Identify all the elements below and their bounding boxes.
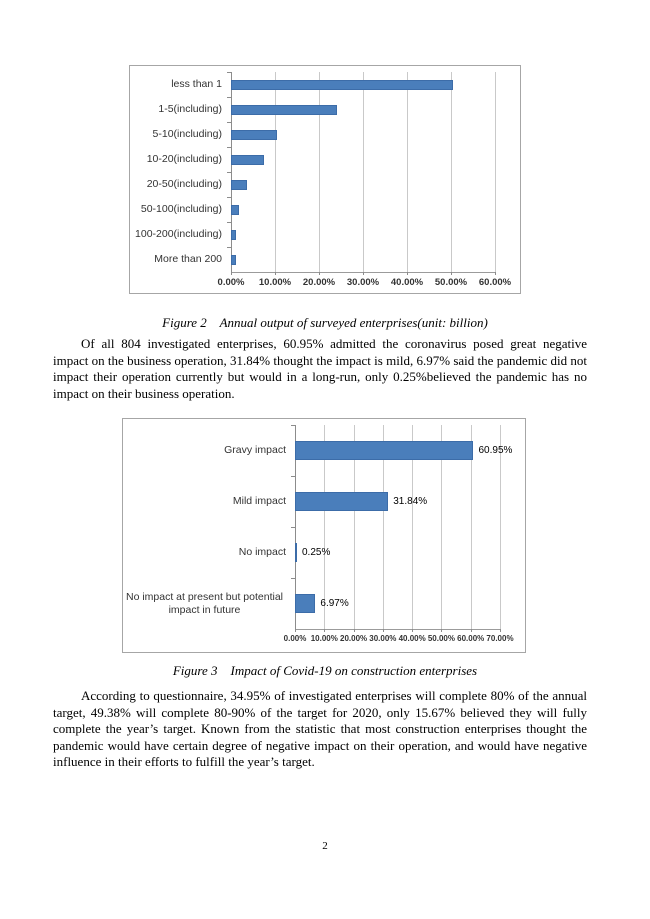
category-label-text: Mild impact <box>232 495 286 508</box>
x-tick-label: 70.00% <box>486 634 514 643</box>
chart-row <box>123 425 525 476</box>
x-tick-label: 50.00% <box>427 634 455 643</box>
bar <box>231 180 247 190</box>
x-tick-label: 40.00% <box>390 277 424 288</box>
axis-tick <box>275 272 276 275</box>
bar <box>231 80 453 90</box>
category-label-text: 50-100(including) <box>140 203 222 216</box>
chart-row <box>123 578 525 629</box>
category-label <box>130 153 231 166</box>
bar <box>295 543 297 562</box>
chart-row <box>130 172 520 197</box>
axis-tick <box>441 629 442 632</box>
figure3-caption: Figure 3 Impact of Covid-19 on construction enterprises <box>172 663 478 678</box>
category-label-text: 1-5(including) <box>158 103 222 116</box>
x-tick-label: 20.00% <box>302 277 336 288</box>
bar <box>295 441 473 460</box>
category-label-text: No impact <box>238 546 286 559</box>
axis-tick <box>295 629 296 632</box>
figure2-bar-chart <box>129 65 521 294</box>
axis-tick <box>412 629 413 632</box>
chart-row <box>130 222 520 247</box>
axis-tick <box>231 272 232 275</box>
category-label-text: 5-10(including) <box>152 128 222 141</box>
category-label-text: Gravy impact <box>224 444 286 457</box>
category-label <box>123 591 295 616</box>
bar-track <box>295 425 513 476</box>
chart-row <box>130 147 520 172</box>
figure2-plot-rows <box>130 72 520 272</box>
category-label-text: 20-50(including) <box>146 178 222 191</box>
bar-track <box>231 172 495 197</box>
chart-row <box>130 97 520 122</box>
figure3-bar-chart <box>122 418 526 653</box>
figure2-caption: Figure 2 Annual output of surveyed enterprises(unit: billion) <box>162 315 488 330</box>
bar-track <box>231 222 495 247</box>
category-label <box>130 203 231 216</box>
category-label <box>123 444 295 457</box>
bar-track <box>231 122 495 147</box>
bar <box>231 205 239 215</box>
bar-track <box>295 476 500 527</box>
category-label <box>130 128 231 141</box>
category-label <box>123 495 295 508</box>
paragraph-2: According to questionnaire, 34.95% of investigated enterprises will complete 80% of the annual target, 49.38% will complete 80-90% of the target for 2020, only 15.67% believed they will fully complete the year’s target. Known from the statistic that most construction enterprises thought the pandemic would have certain degree of negative impact on their operation, and would have negative influence in their efforts to fulfill the year’s target. <box>53 688 587 770</box>
axis-tick <box>319 272 320 275</box>
category-label <box>130 178 231 191</box>
axis-tick <box>363 272 364 275</box>
category-label <box>130 78 231 91</box>
bar-track <box>231 72 495 97</box>
chart-row <box>123 527 525 578</box>
axis-tick <box>495 272 496 275</box>
bar-track <box>295 527 500 578</box>
category-label <box>130 228 231 241</box>
x-tick-label: 30.00% <box>346 277 380 288</box>
category-label <box>123 546 295 559</box>
bar-track <box>231 247 495 272</box>
axis-tick <box>383 629 384 632</box>
chart-row <box>130 122 520 147</box>
x-tick-label: 10.00% <box>258 277 292 288</box>
axis-tick <box>471 629 472 632</box>
x-tick-label: 0.00% <box>283 634 307 643</box>
bar-track <box>231 197 495 222</box>
chart-row <box>130 197 520 222</box>
x-tick-label: 20.00% <box>339 634 368 643</box>
x-tick-label: 60.00% <box>478 277 512 288</box>
data-label: 6.97% <box>320 598 349 609</box>
data-label: 0.25% <box>302 547 331 558</box>
x-tick-label: 10.00% <box>310 634 338 643</box>
bar <box>231 155 264 165</box>
bar-track <box>295 578 500 629</box>
chart-row <box>123 476 525 527</box>
bar <box>231 230 236 240</box>
x-tick-label: 40.00% <box>398 634 426 643</box>
bar <box>231 255 236 265</box>
x-tick-label: 60.00% <box>457 634 485 643</box>
bar <box>231 105 337 115</box>
axis-tick <box>354 629 355 632</box>
chart-row <box>130 72 520 97</box>
category-label-text: less than 1 <box>171 78 222 91</box>
axis-tick <box>500 629 501 632</box>
data-label: 60.95% <box>478 445 513 456</box>
paragraph-1: Of all 804 investigated enterprises, 60.95% admitted the coronavirus posed great negative impact on the business operation, 31.84% thought the impact is mild, 6.97% said the pandemic did not impact their operation currently but would in a long-run, only 0.25%believed the pandemic has no impact on their business operation. <box>53 336 587 401</box>
bar <box>295 594 315 613</box>
data-label: 31.84% <box>393 496 428 507</box>
x-tick-label: 30.00% <box>369 634 397 643</box>
category-label-text: 100-200(including) <box>135 228 222 241</box>
category-label-text: No impact at present but potential impact in future <box>125 590 283 616</box>
bar <box>295 492 388 511</box>
axis-tick <box>407 272 408 275</box>
x-tick-label: 50.00% <box>434 277 468 288</box>
category-label <box>130 253 231 266</box>
figure2-x-axis <box>217 277 512 291</box>
chart-row <box>130 247 520 272</box>
axis-tick <box>324 629 325 632</box>
bar <box>231 130 277 140</box>
category-label-text: More than 200 <box>154 253 222 266</box>
category-label <box>130 103 231 116</box>
page-number: 2 <box>322 840 328 852</box>
bar-track <box>231 97 495 122</box>
category-label-text: 10-20(including) <box>146 153 222 166</box>
figure3-x-axis <box>283 634 514 648</box>
figure3-plot-rows <box>123 425 525 629</box>
bar-track <box>231 147 495 172</box>
x-tick-label: 0.00% <box>217 277 245 288</box>
axis-tick <box>451 272 452 275</box>
